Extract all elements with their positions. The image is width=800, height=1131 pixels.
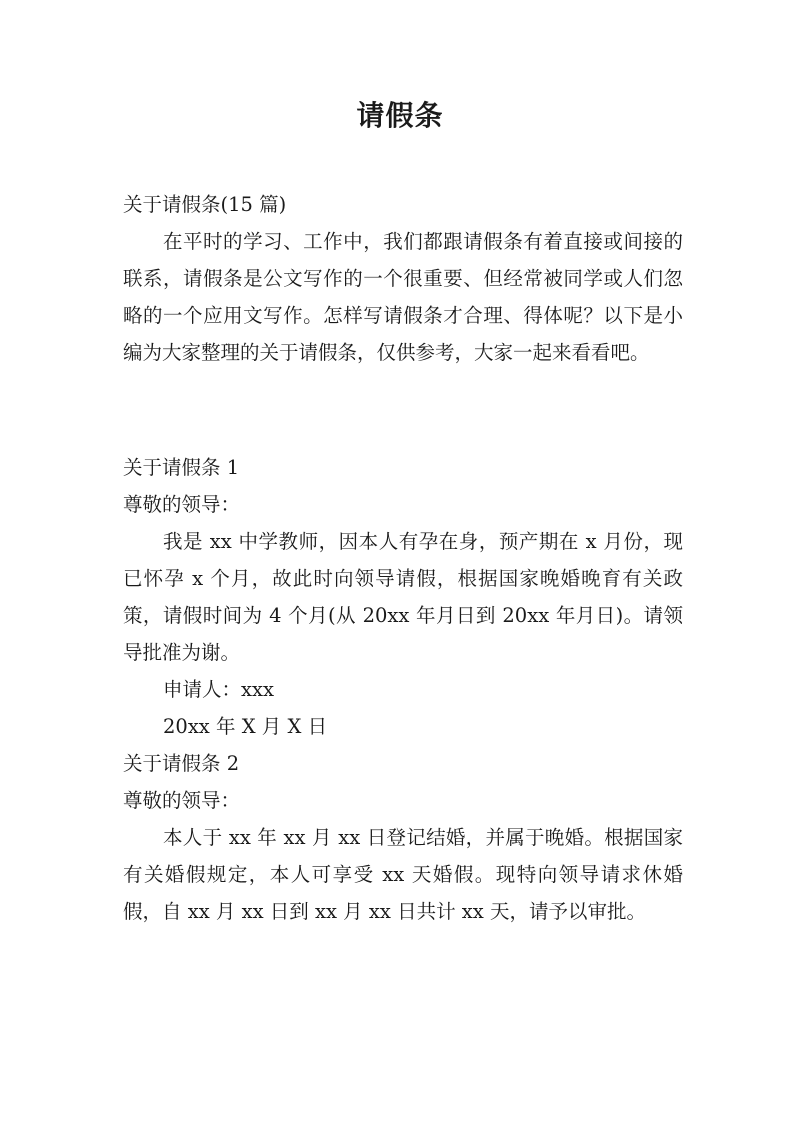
section-1-applicant: 申请人：xxx bbox=[163, 678, 274, 701]
section-1-date: 20xx 年 X 月 X 日 bbox=[163, 715, 328, 738]
section-1 bbox=[123, 445, 683, 745]
intro-paragraph: 在平时的学习、工作中，我们都跟请假条有着直接或间接的联系，请假条是公文写作的一个很重要、但经常被同学或人们忽略的一个应用文写作。怎样写请假条才合理、得体呢？以下是小编为大家整理的关于请假条，仅供参考，大家一起来看看吧。 bbox=[123, 230, 683, 364]
document-body bbox=[123, 186, 683, 930]
section-2-body: 本人于 xx 年 xx 月 xx 日登记结婚，并属于晚婚。根据国家有关婚假规定，本人可享受 xx 天婚假。现特向领导请求休婚假，自 xx 月 xx 日到 xx 月 xx 日共计 xx 天，请予以审批。 bbox=[123, 826, 683, 923]
section-2 bbox=[123, 745, 683, 930]
section-2-salutation: 尊敬的领导： bbox=[123, 789, 241, 812]
section-1-body: 我是 xx 中学教师，因本人有孕在身，预产期在 x 月份，现已怀孕 x 个月，故此时向领导请假，根据国家晚婚晚育有关政策，请假时间为 4 个月(从 20xx 年月日到 20xx 年月日)。请领导批准为谢。 bbox=[123, 530, 683, 664]
section-2-heading: 关于请假条 2 bbox=[123, 752, 240, 775]
section-spacer bbox=[123, 371, 683, 445]
intro-heading: 关于请假条(15 篇) bbox=[123, 193, 287, 216]
document-title: 请假条 bbox=[356, 99, 444, 132]
section-1-salutation: 尊敬的领导： bbox=[123, 493, 241, 516]
section-1-heading: 关于请假条 1 bbox=[123, 456, 240, 479]
